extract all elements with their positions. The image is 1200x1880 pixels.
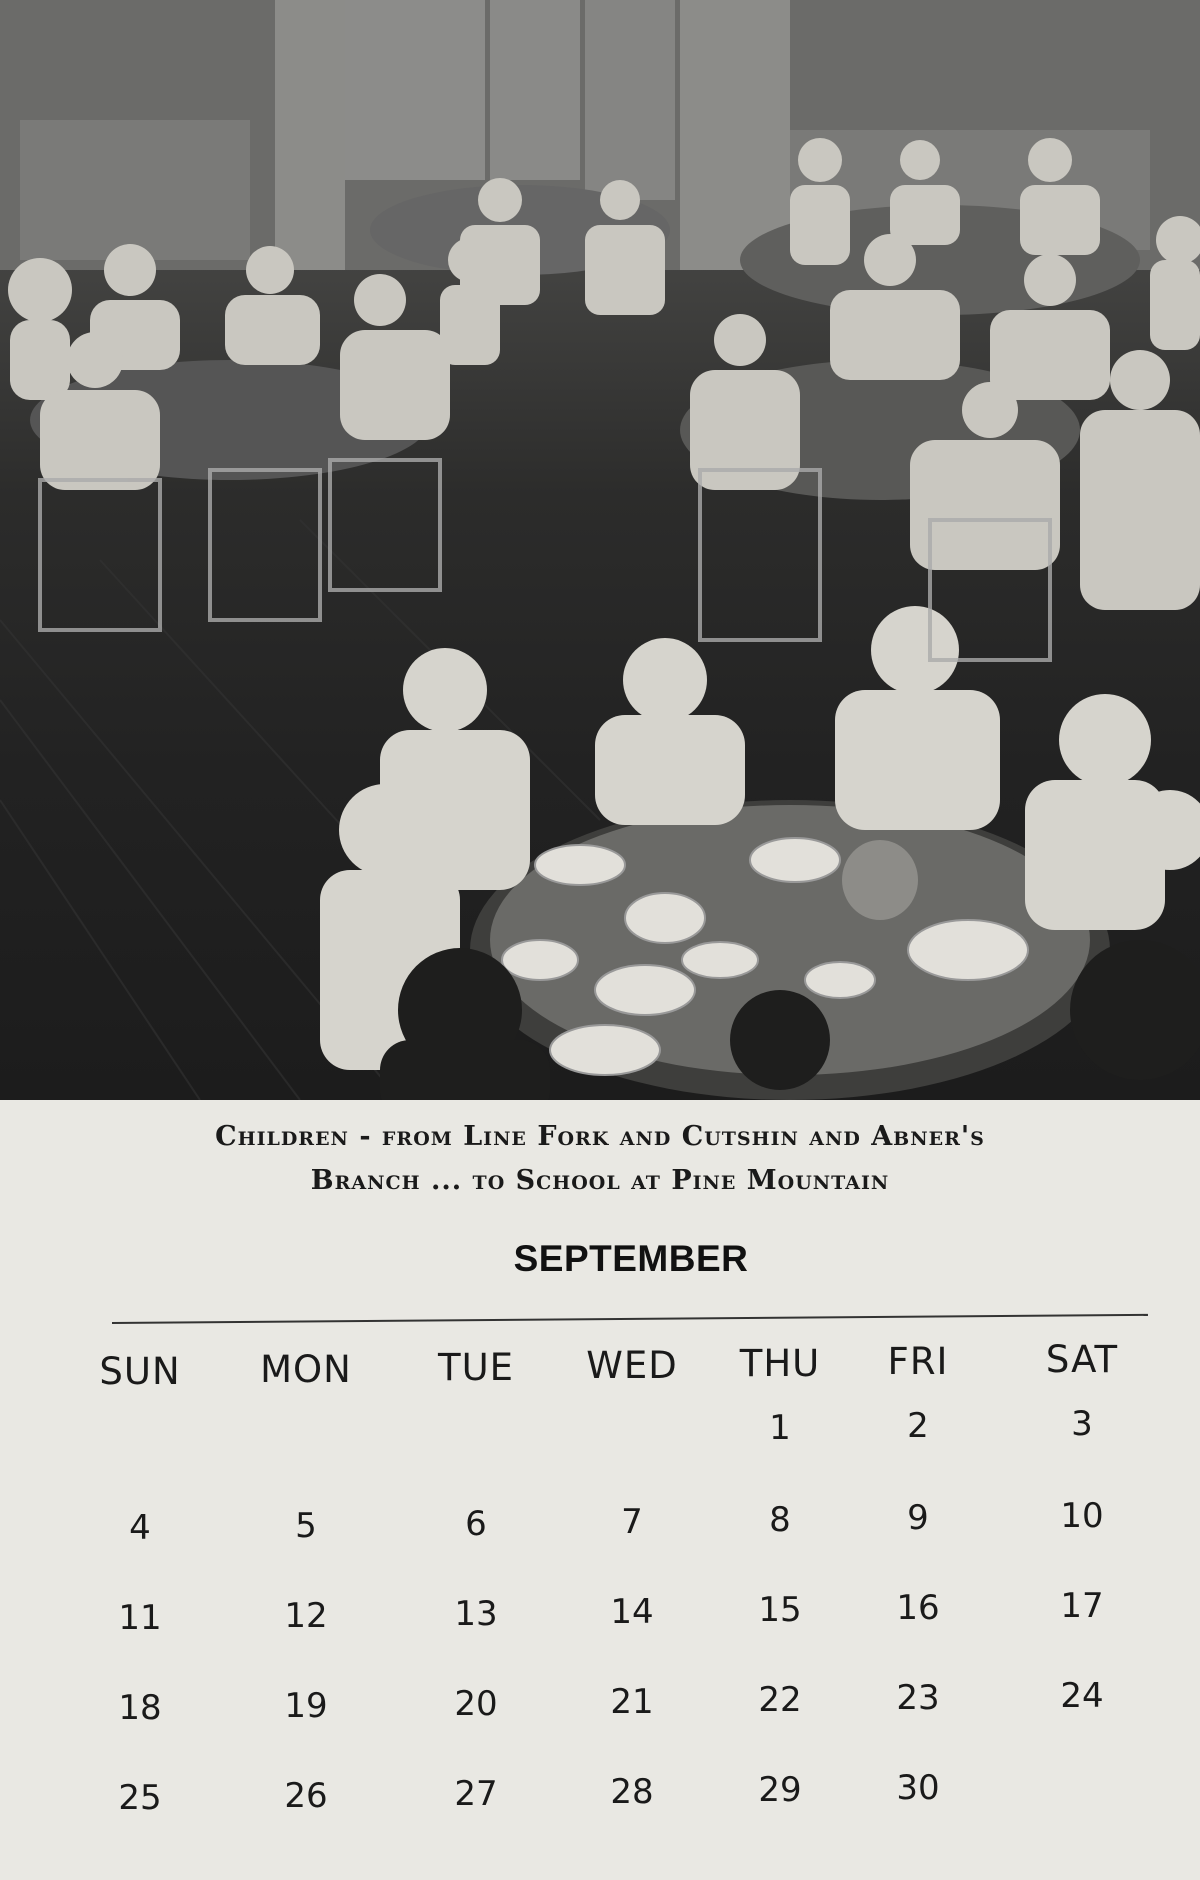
day-cell: 18 [118, 1688, 162, 1728]
day-cell: 7 [621, 1502, 643, 1542]
weekday-thu: THU [739, 1342, 821, 1385]
weekday-mon: MON [260, 1348, 352, 1391]
day-cell: 24 [1060, 1676, 1104, 1716]
weekday-tue: TUE [437, 1346, 515, 1389]
day-cell: 25 [118, 1778, 162, 1818]
day-cell: 26 [284, 1776, 328, 1816]
day-cell: 22 [758, 1680, 802, 1720]
day-cell: 28 [610, 1772, 654, 1812]
day-cell: 4 [129, 1508, 151, 1548]
day-cell: 21 [610, 1682, 654, 1722]
day-cell: 15 [758, 1590, 802, 1630]
day-cell: 8 [769, 1500, 791, 1540]
divider-rule [112, 1314, 1148, 1324]
day-cell: 12 [284, 1596, 328, 1636]
day-cell: 13 [454, 1594, 498, 1634]
day-cell: 5 [295, 1506, 317, 1546]
day-cell: 16 [896, 1588, 940, 1628]
caption-line-1: Children - from Line Fork and Cutshin and Abner's [215, 1121, 985, 1152]
day-cell: 17 [1060, 1586, 1104, 1626]
day-cell: 30 [896, 1768, 940, 1808]
day-cell: 11 [118, 1598, 162, 1638]
day-cell: 14 [610, 1592, 654, 1632]
day-cell: 9 [907, 1498, 929, 1538]
photo-caption [80, 1115, 1120, 1203]
day-cell: 29 [758, 1770, 802, 1810]
day-cell: 6 [465, 1504, 487, 1544]
day-cell: 27 [454, 1774, 498, 1814]
weekday-sat: SAT [1045, 1338, 1119, 1381]
weekday-fri: FRI [887, 1340, 949, 1383]
day-cell: 23 [896, 1678, 940, 1718]
day-cell: 19 [284, 1686, 328, 1726]
day-cell: 10 [1060, 1496, 1104, 1536]
month-title: SEPTEMBER [513, 1238, 749, 1279]
caption-line-2: Branch ... to School at Pine Mountain [310, 1165, 890, 1196]
day-cell: 3 [1071, 1404, 1093, 1444]
weekday-sun: SUN [99, 1350, 181, 1393]
day-cell: 2 [907, 1406, 929, 1446]
day-cell: 20 [454, 1684, 498, 1724]
day-cell: 1 [769, 1408, 791, 1448]
weekday-wed: WED [586, 1344, 678, 1387]
